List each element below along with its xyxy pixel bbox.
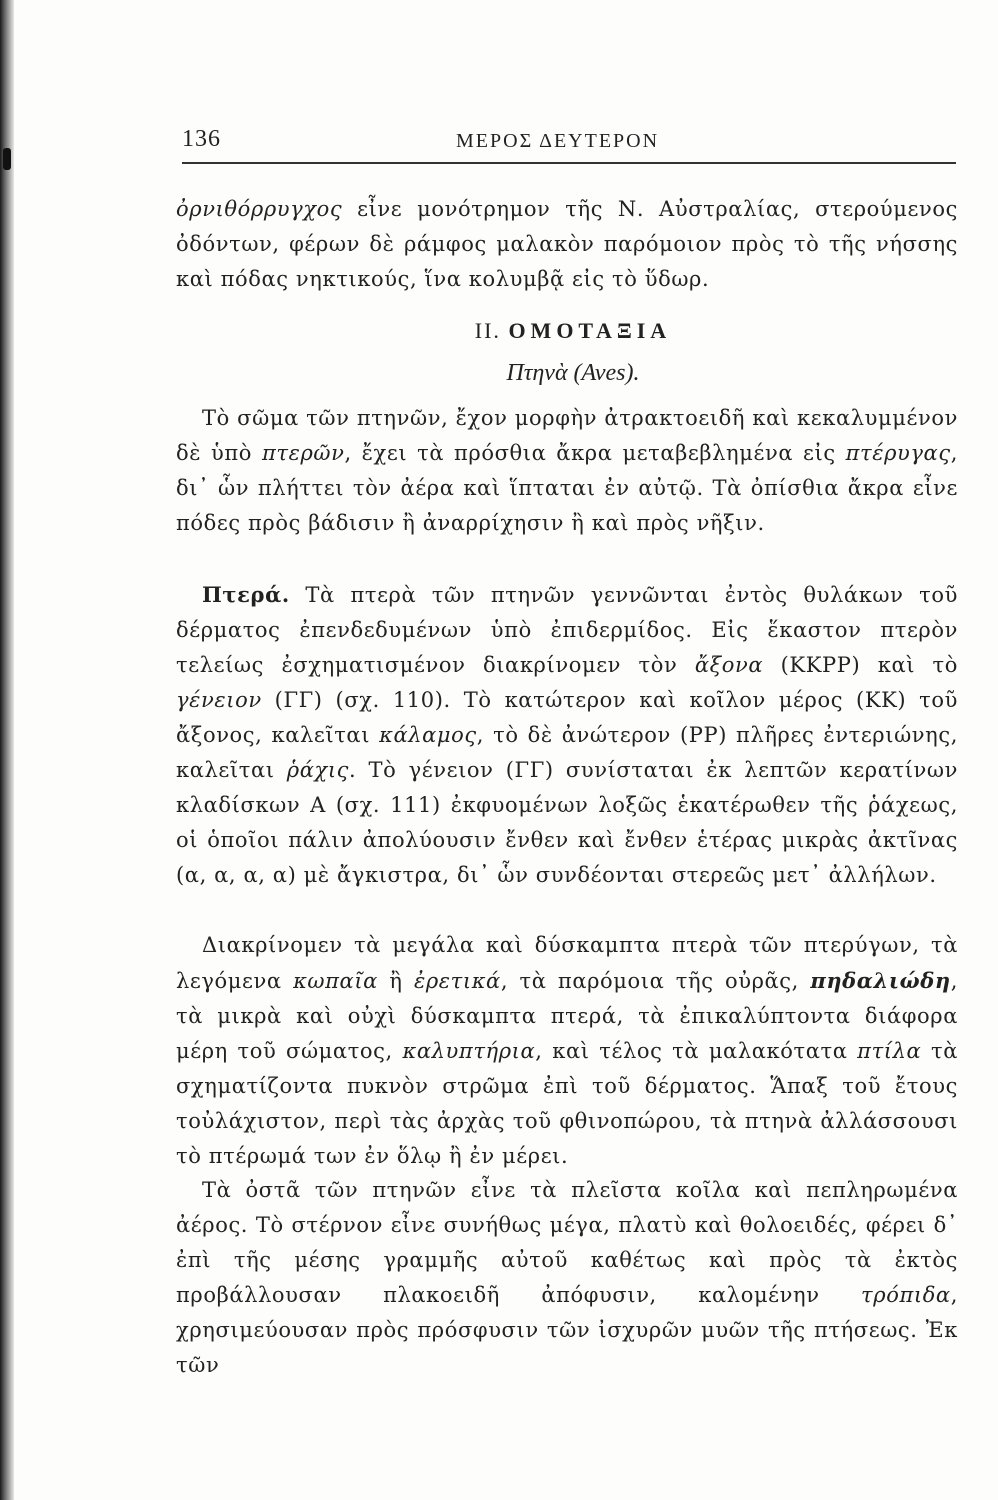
text-run: (ΓΓ) (σχ. 110). Τὸ κατώτερον καὶ κοῖλον μέρος (ΚΚ) τοῦ ἄξονος, καλεῖται — [176, 688, 958, 747]
paragraph-heading: Πτερά. — [202, 582, 290, 607]
term: τρόπιδα — [861, 1283, 951, 1307]
running-head: ΜΕΡΟΣ ΔΕΥΤΕΡΟΝ — [456, 130, 660, 152]
text-run: Τὰ πτερὰ τῶν πτηνῶν γεννῶνται ἐντὸς θυλάκων τοῦ δέρματος ἐπενδεδυμένων ὑπὸ ἐπιδερμίδος. Εἰς ἕκαστον πτερὸν τελείως ἐσχηματισμένον διακρίνομεν τὸν — [176, 583, 958, 677]
term: πτίλα — [857, 1039, 922, 1063]
section-title: ΟΜΟΤΑΞΙΑ — [508, 318, 672, 343]
term: πτερῶν — [261, 441, 345, 465]
binding-edge-shadow — [0, 0, 14, 1500]
text-run: Τὰ ὀστᾶ τῶν πτηνῶν εἶνε τὰ πλεῖστα κοῖλα καὶ πεπληρωμένα ἀέρος. Τὸ στέρνον εἶνε συνήθως μέγα, πλατὺ καὶ θολοειδές, φέρει δ᾽ ἐπὶ τῆς μέσης γραμμῆς αὐτοῦ καθέτως καὶ πρὸς τὰ ἐκτὸς προβάλλουσαν πλακοειδῆ ἀπόφυσιν, καλομένην — [176, 1178, 958, 1307]
term: πτέρυγας — [845, 441, 951, 465]
text-run: Διακρίνομεν τὰ μεγάλα καὶ δύσκαμπτα πτερὰ τῶν πτερύγων, τὰ λεγόμενα — [176, 933, 958, 993]
page-number: 136 — [182, 126, 221, 152]
term: κωπαῖα — [293, 969, 378, 993]
term: γένειον — [176, 688, 262, 712]
paragraph-bones — [176, 1173, 958, 1383]
text-run: , χρησιμεύουσαν πρὸς πρόσφυσιν τῶν ἰσχυρῶν μυῶν τῆς πτήσεως. Ἐκ τῶν — [176, 1283, 958, 1377]
term: ἐρετικά — [413, 969, 501, 993]
binding-mark — [3, 148, 11, 170]
paragraph-body — [176, 401, 958, 541]
text-run: , ἔχει τὰ πρόσθια ἄκρα μεταβεβλημένα εἰς — [344, 441, 846, 465]
term: καλυπτήρια — [402, 1039, 536, 1063]
intro-term: ὀρνιθόρρυγχος — [176, 197, 343, 221]
text-run: , τὰ παρόμοια τῆς οὐρᾶς, — [500, 969, 811, 993]
term: κάλαμος — [379, 723, 477, 747]
text-run: , τὰ μικρὰ καὶ οὐχὶ δύσκαμπτα πτερά, τὰ ἐπικαλύπτοντα διάφορα μέρη τοῦ σώματος, — [176, 969, 958, 1063]
text-run: (ΚΚΡΡ) καὶ τὸ — [763, 653, 959, 677]
term: πηδαλιώδη — [810, 968, 951, 993]
paragraph-feathers — [176, 577, 958, 893]
text-run: Τὸ σῶμα τῶν πτηνῶν, ἔχον μορφὴν ἀτρακτοειδῆ καὶ κεκαλυμμένον δὲ ὑπὸ — [176, 406, 958, 465]
section-heading — [182, 318, 964, 344]
text-run: ἢ — [377, 969, 414, 993]
text-run: , τὸ δὲ ἀνώτερον (ΡΡ) πλῆρες ἐντεριώνης, καλεῖται — [176, 723, 958, 782]
section-subtitle: Πτηνὰ (Aves). — [506, 360, 640, 386]
term: ἄξονα — [694, 653, 764, 677]
term: ῥάχις — [286, 758, 350, 782]
section-number: II. — [474, 318, 501, 343]
text-run: , δι᾽ ὧν πλήττει τὸν ἀέρα καὶ ἵπταται ἐν αὐτῷ. Τὰ ὀπίσθια ἄκρα εἶνε πόδες πρὸς βάδισιν ἢ ἀναρρίχησιν ἢ καὶ πρὸς νῆξιν. — [176, 441, 958, 535]
text-run: . Τὸ γένειον (ΓΓ) συνίσταται ἐκ λεπτῶν κερατίνων κλαδίσκων Α (σχ. 111) ἐκφυομένων λοξῶς ἑκατέρωθεν τῆς ῥάχεως, οἱ ὁποῖοι πάλιν ἀπολύουσιν ἔνθεν καὶ ἔνθεν ἑτέρας μικρὰς ἀκτῖνας (α, α, α, α) μὲ ἄγκιστρα, δι᾽ ὧν συνδέονται στερεῶς μετ᾽ ἀλλήλων. — [176, 758, 958, 887]
page-header — [182, 122, 956, 164]
paragraph-feather-types — [176, 928, 958, 1174]
text-run: , καὶ τέλος τὰ μαλακότατα — [535, 1039, 858, 1063]
text-run: τὰ σχηματίζοντα πυκνὸν στρῶμα ἐπὶ τοῦ δέρματος. Ἅπαξ τοῦ ἔτους τοὐλάχιστον, περὶ τὰς ἀρχὰς τοῦ φθινοπώρου, τὰ πτηνὰ ἀλλάσσουσι τὸ πτέρωμά των ἐν ὅλῳ ἢ ἐν μέρει. — [176, 1039, 958, 1168]
intro-paragraph — [176, 192, 958, 297]
intro-text: εἶνε μονότρημον τῆς Ν. Αὐστραλίας, στερούμενος ὀδόντων, φέρων δὲ ράμφος μαλακὸν παρόμοιον πρὸς τὸ τῆς νήσσης καὶ πόδας νηκτικούς, ἵνα κολυμβᾷ εἰς τὸ ὕδωρ. — [176, 197, 958, 291]
